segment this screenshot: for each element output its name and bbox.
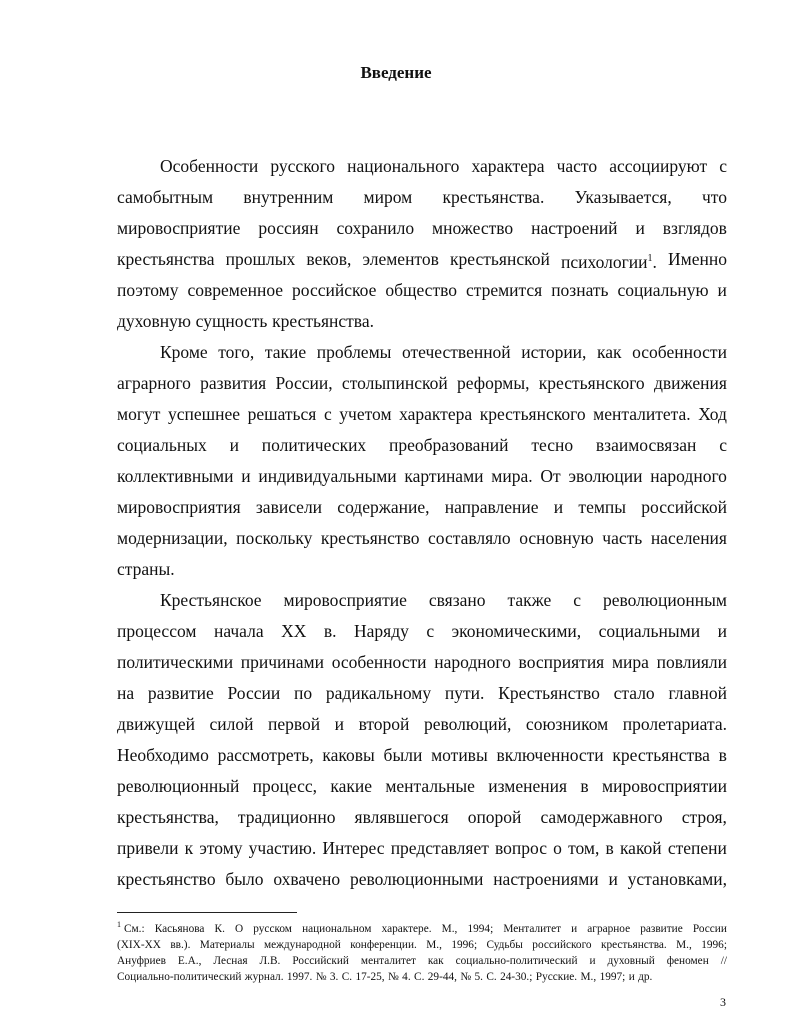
text-line: Крестьянское мировосприятие связано также с революционным xyxy=(160,590,727,610)
text-line: крестьянства, традиционно являвшегося опорой самодержавного строя, xyxy=(117,807,727,827)
text-line: Кроме того, такие проблемы отечественной истории, как особенности xyxy=(160,342,727,362)
text-line: на развитие России по радикальному пути. Крестьянство стало главной xyxy=(117,683,727,703)
footnote-line: Социально-политический журнал. 1997. № 3. С. 17-25, № 4. С. 29-44, № 5. С. 24-30.; Русские. М., 1997; и др. xyxy=(117,971,653,983)
text-line: духовную сущность крестьянства. xyxy=(117,311,374,331)
text-line: процессом начала XX в. Наряду с экономическими, социальными и xyxy=(117,621,727,641)
text-line: могут успешнее решаться с учетом характера крестьянского менталитета. Ход xyxy=(117,404,727,424)
text-line: мировосприятия зависели содержание, направление и темпы российской xyxy=(117,497,727,517)
text-line: страны. xyxy=(117,559,175,579)
footnote-line: Ануфриев Е.А., Лесная Л.В. Российский менталитет как социально-политический и духовный феномен // xyxy=(117,955,727,967)
page-number: 3 xyxy=(720,995,726,1009)
text-line: крестьянства прошлых веков, элементов крестьянской психологии$^1$. Именно xyxy=(117,249,727,272)
text-line: революционный процесс, какие ментальные изменения в мировосприятии xyxy=(117,776,727,796)
text-line: политическими причинами особенности народного восприятия мира повлияли xyxy=(117,652,727,672)
text-line: коллективными и индивидуальными картинами мира. От эволюции народного xyxy=(117,466,727,486)
text-line: движущей силой первой и второй революций, союзником пролетариата. xyxy=(117,714,727,734)
footnote-line: $^1$ См.: Касьянова К. О русском национальном характере. М., 1994; Менталитет и аграрное развитие России xyxy=(117,920,727,935)
footnote-divider xyxy=(117,912,297,913)
footnote-line: (XIX-XX вв.). Материалы международной конференции. М., 1996; Судьбы российского крестьянства. М., 1996; xyxy=(117,939,727,951)
text-line: привели к этому участию. Интерес представляет вопрос о том, в какой степени xyxy=(117,838,727,858)
text-line: аграрного развития России, столыпинской реформы, крестьянского движения xyxy=(117,373,727,393)
text-line: поэтому современное российское общество стремится познать социальную и xyxy=(117,280,727,300)
page-title: Введение xyxy=(360,63,432,82)
text-line: модернизации, поскольку крестьянство составляло основную часть населения xyxy=(117,528,727,548)
text-line: самобытным внутренним миром крестьянства. Указывается, что xyxy=(117,187,727,207)
text-line: крестьянство было охвачено революционными настроениями и установками, xyxy=(117,869,727,889)
text-line: социальных и политических преобразований тесно взаимосвязан с xyxy=(117,435,727,455)
text-line: Необходимо рассмотреть, каковы были мотивы включенности крестьянства в xyxy=(117,745,727,765)
text-line: мировосприятие россиян сохранило множество настроений и взглядов xyxy=(117,218,727,238)
footnote-marker: 1 xyxy=(117,920,121,930)
text-line: Особенности русского национального характера часто ассоциируют с xyxy=(160,156,727,176)
